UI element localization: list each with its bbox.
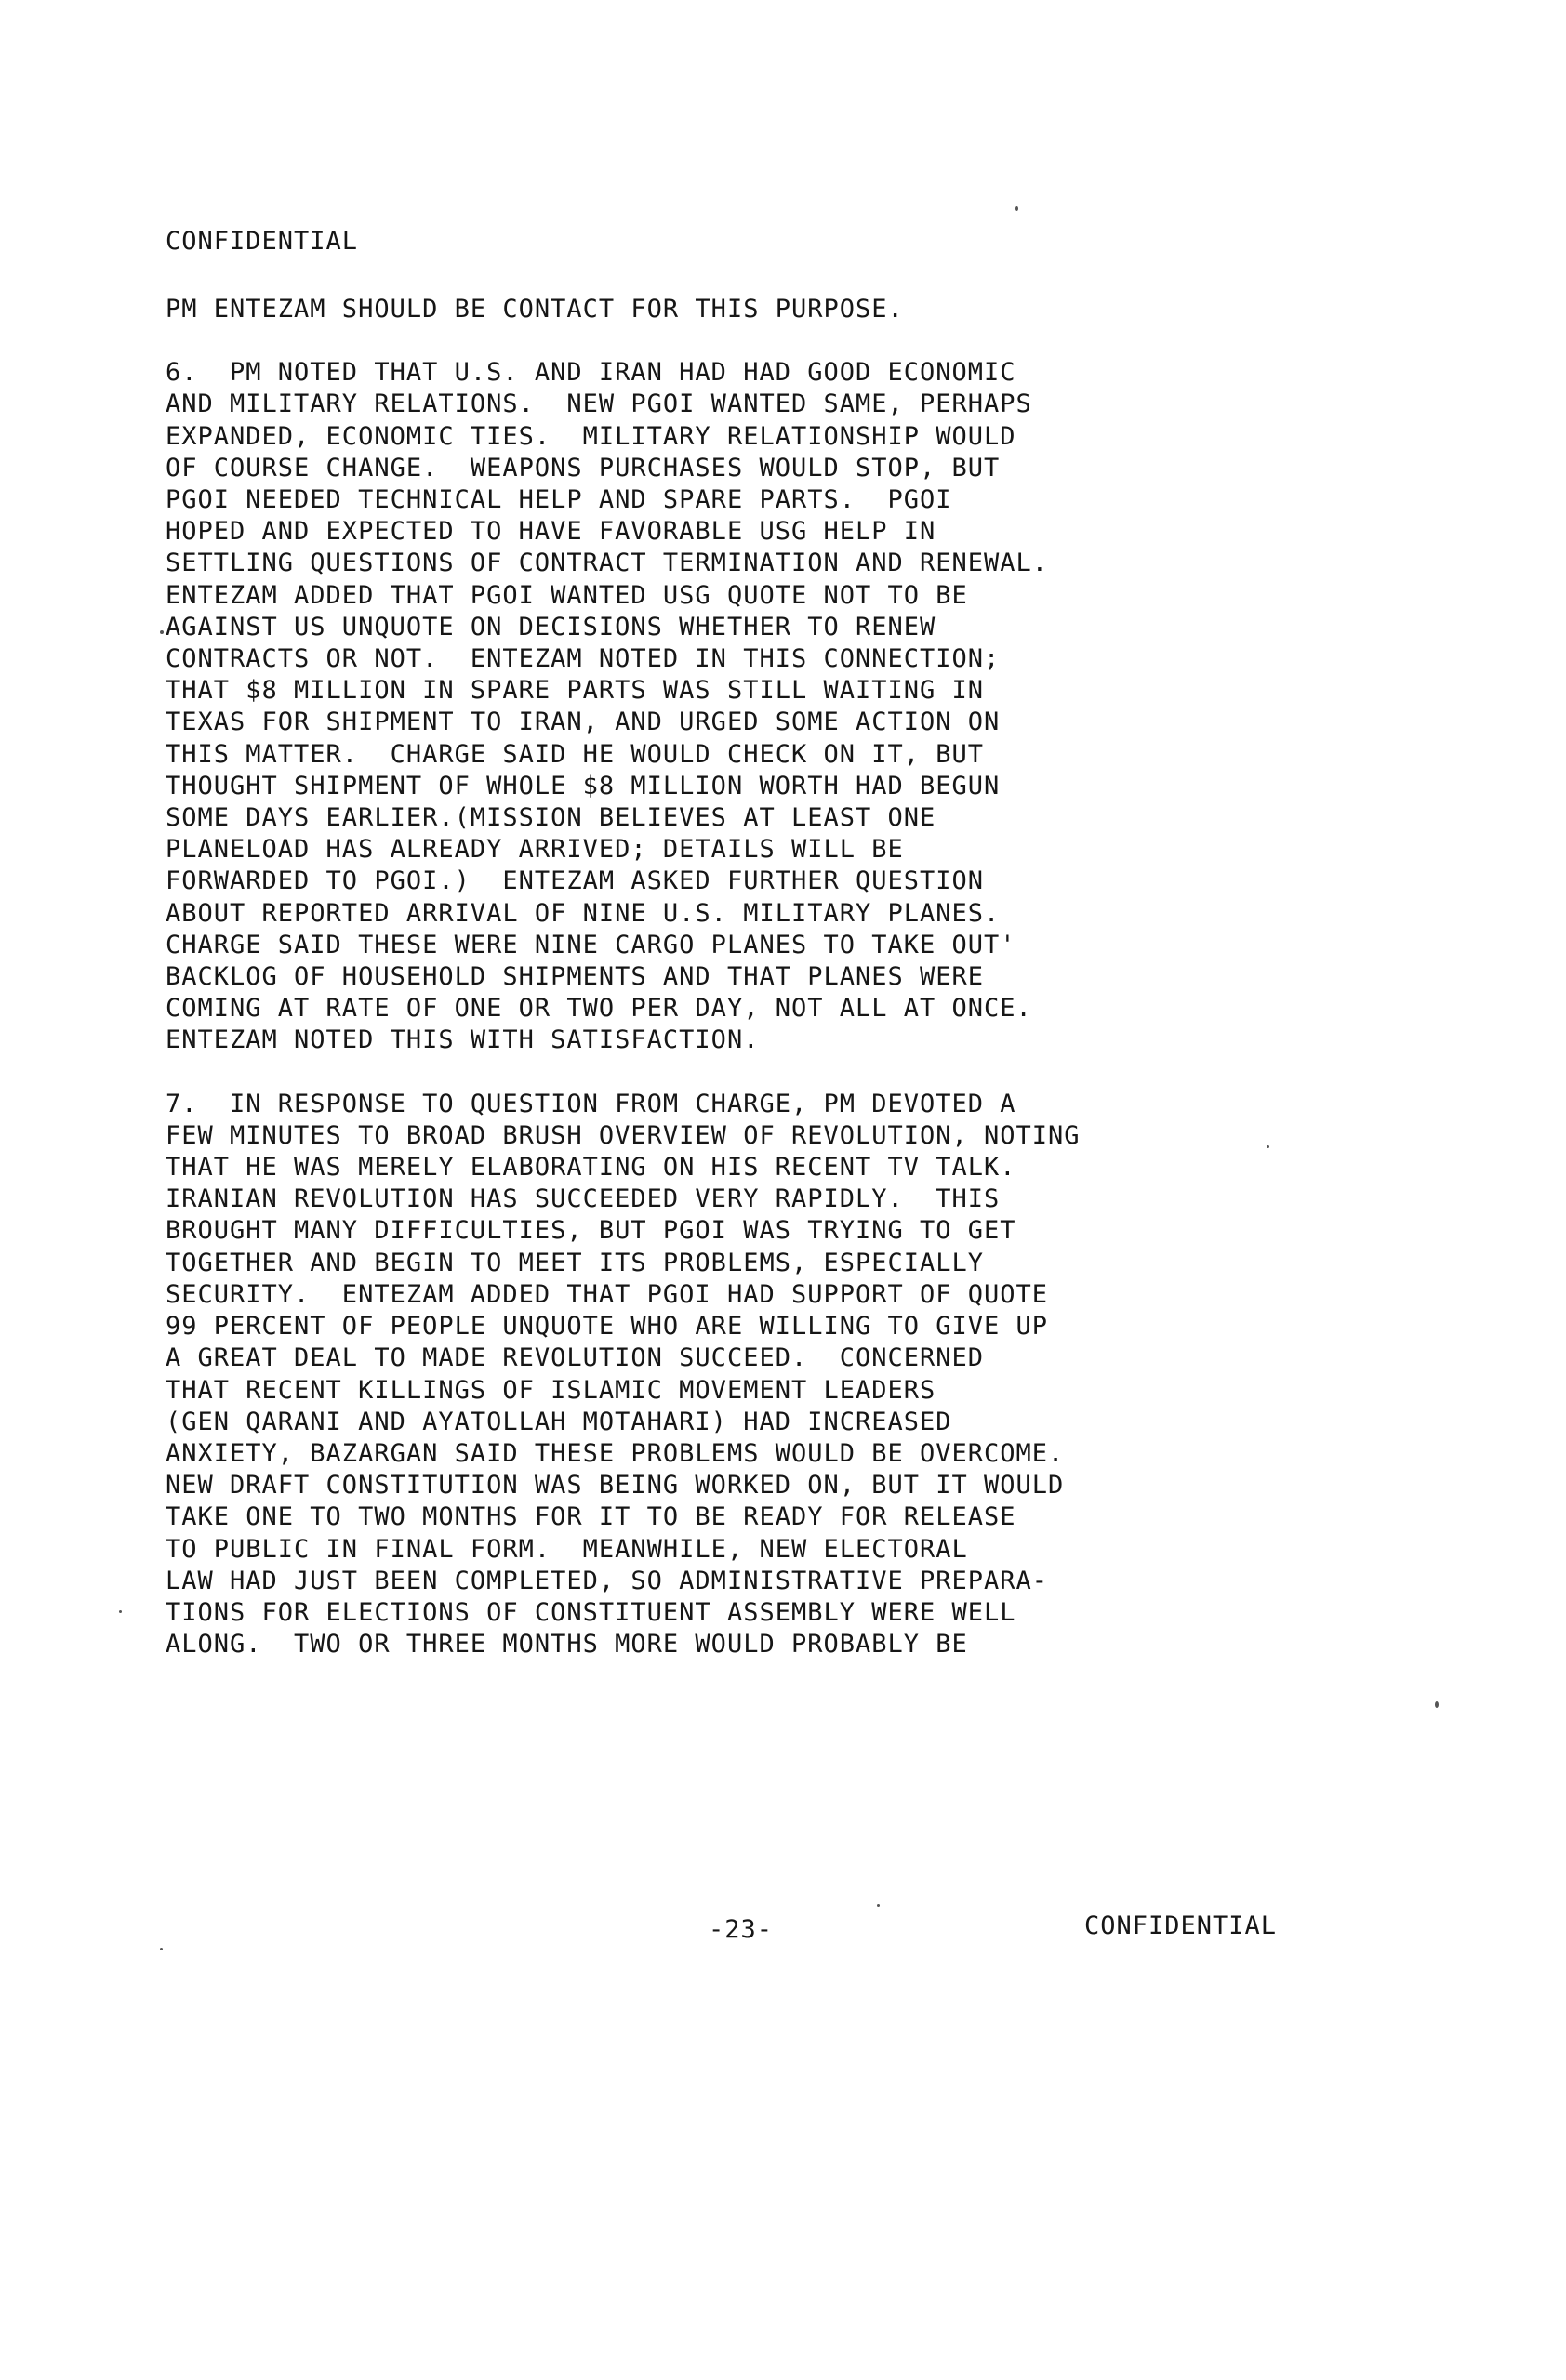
text-line: PGOI NEEDED TECHNICAL HELP AND SPARE PARTS. PGOI [166, 485, 952, 515]
scan-speck [1435, 1701, 1439, 1708]
text-line: ANXIETY, BAZARGAN SAID THESE PROBLEMS WOULD BE OVERCOME. [166, 1438, 1065, 1468]
text-line: OF COURSE CHANGE. WEAPONS PURCHASES WOULD STOP, BUT [166, 453, 1001, 483]
text-line: (GEN QARANI AND AYATOLLAH MOTAHARI) HAD INCREASED [166, 1407, 952, 1436]
scan-speck [160, 630, 164, 634]
document-body [166, 294, 1281, 1692]
text-line: CHARGE SAID THESE WERE NINE CARGO PLANES TO TAKE OUT' [166, 930, 1016, 959]
text-line: PM ENTEZAM SHOULD BE CONTACT FOR THIS PURPOSE. [166, 295, 904, 324]
text-line: NEW DRAFT CONSTITUTION WAS BEING WORKED ON, BUT IT WOULD [166, 1471, 1065, 1501]
text-line: 6. PM NOTED THAT U.S. AND IRAN HAD HAD GOOD ECONOMIC [166, 358, 1016, 388]
text-line: ENTEZAM NOTED THIS WITH SATISFACTION. [166, 1025, 760, 1055]
paragraph [166, 1089, 1281, 1661]
text-line: HOPED AND EXPECTED TO HAVE FAVORABLE USG HELP IN [166, 517, 936, 547]
scan-speck [119, 1610, 122, 1613]
scan-speck [877, 1904, 880, 1907]
text-line: BACKLOG OF HOUSEHOLD SHIPMENTS AND THAT PLANES WERE [166, 962, 985, 992]
text-line: ENTEZAM ADDED THAT PGOI WANTED USG QUOTE NOT TO BE [166, 580, 968, 610]
text-line: TEXAS FOR SHIPMENT TO IRAN, AND URGED SOME ACTION ON [166, 707, 1001, 737]
text-line: ABOUT REPORTED ARRIVAL OF NINE U.S. MILITARY PLANES. [166, 898, 1001, 928]
text-line: THAT RECENT KILLINGS OF ISLAMIC MOVEMENT LEADERS [166, 1375, 936, 1405]
text-line: THIS MATTER. CHARGE SAID HE WOULD CHECK ON IT, BUT [166, 739, 985, 769]
text-line: THAT $8 MILLION IN SPARE PARTS WAS STILL WAITING IN [166, 676, 985, 706]
text-line: SOME DAYS EARLIER.(MISSION BELIEVES AT LEAST ONE [166, 803, 936, 833]
paragraph [166, 357, 1281, 1056]
text-line: CONTRACTS OR NOT. ENTEZAM NOTED IN THIS CONNECTION; [166, 644, 1001, 674]
text-line: AGAINST US UNQUOTE ON DECISIONS WHETHER TO RENEW [166, 612, 936, 641]
text-line: ALONG. TWO OR THREE MONTHS MORE WOULD PROBABLY BE [166, 1630, 968, 1659]
text-line: A GREAT DEAL TO MADE REVOLUTION SUCCEED. CONCERNED [166, 1343, 985, 1373]
scan-speck [160, 1948, 163, 1950]
text-line: TAKE ONE TO TWO MONTHS FOR IT TO BE READY FOR RELEASE [166, 1502, 1016, 1532]
text-line: TIONS FOR ELECTIONS OF CONSTITUENT ASSEMBLY WERE WELL [166, 1597, 1016, 1627]
classification-header: CONFIDENTIAL [166, 227, 359, 256]
text-line: SECURITY. ENTEZAM ADDED THAT PGOI HAD SUPPORT OF QUOTE [166, 1279, 1049, 1309]
classification-footer: CONFIDENTIAL [1084, 1911, 1278, 1940]
text-line: FORWARDED TO PGOI.) ENTEZAM ASKED FURTHER QUESTION [166, 866, 985, 896]
page-number: -23- [709, 1915, 774, 1944]
text-line: EXPANDED, ECONOMIC TIES. MILITARY RELATIONSHIP WOULD [166, 421, 1016, 451]
paragraph [166, 294, 1281, 325]
text-line: BROUGHT MANY DIFFICULTIES, BUT PGOI WAS TRYING TO GET [166, 1216, 1016, 1246]
text-line: SETTLING QUESTIONS OF CONTRACT TERMINATION AND RENEWAL. [166, 549, 1049, 578]
text-line: COMING AT RATE OF ONE OR TWO PER DAY, NOT ALL AT ONCE. [166, 994, 1032, 1024]
text-line: 99 PERCENT OF PEOPLE UNQUOTE WHO ARE WILLING TO GIVE UP [166, 1312, 1049, 1342]
text-line: IRANIAN REVOLUTION HAS SUCCEEDED VERY RAPIDLY. THIS [166, 1184, 1001, 1214]
text-line: FEW MINUTES TO BROAD BRUSH OVERVIEW OF REVOLUTION, NOTING [166, 1120, 1081, 1150]
scan-speck [1267, 1145, 1269, 1148]
text-line: LAW HAD JUST BEEN COMPLETED, SO ADMINISTRATIVE PREPARA- [166, 1566, 1049, 1595]
scan-speck [1015, 206, 1018, 211]
text-line: THAT HE WAS MERELY ELABORATING ON HIS RECENT TV TALK. [166, 1153, 1016, 1183]
text-line: PLANELOAD HAS ALREADY ARRIVED; DETAILS WILL BE [166, 835, 904, 865]
text-line: THOUGHT SHIPMENT OF WHOLE $8 MILLION WORTH HAD BEGUN [166, 771, 1001, 800]
text-line: AND MILITARY RELATIONS. NEW PGOI WANTED SAME, PERHAPS [166, 390, 1032, 419]
text-line: TOGETHER AND BEGIN TO MEET ITS PROBLEMS, ESPECIALLY [166, 1248, 985, 1277]
text-line: 7. IN RESPONSE TO QUESTION FROM CHARGE, PM DEVOTED A [166, 1089, 1016, 1118]
text-line: TO PUBLIC IN FINAL FORM. MEANWHILE, NEW ELECTORAL [166, 1534, 968, 1564]
